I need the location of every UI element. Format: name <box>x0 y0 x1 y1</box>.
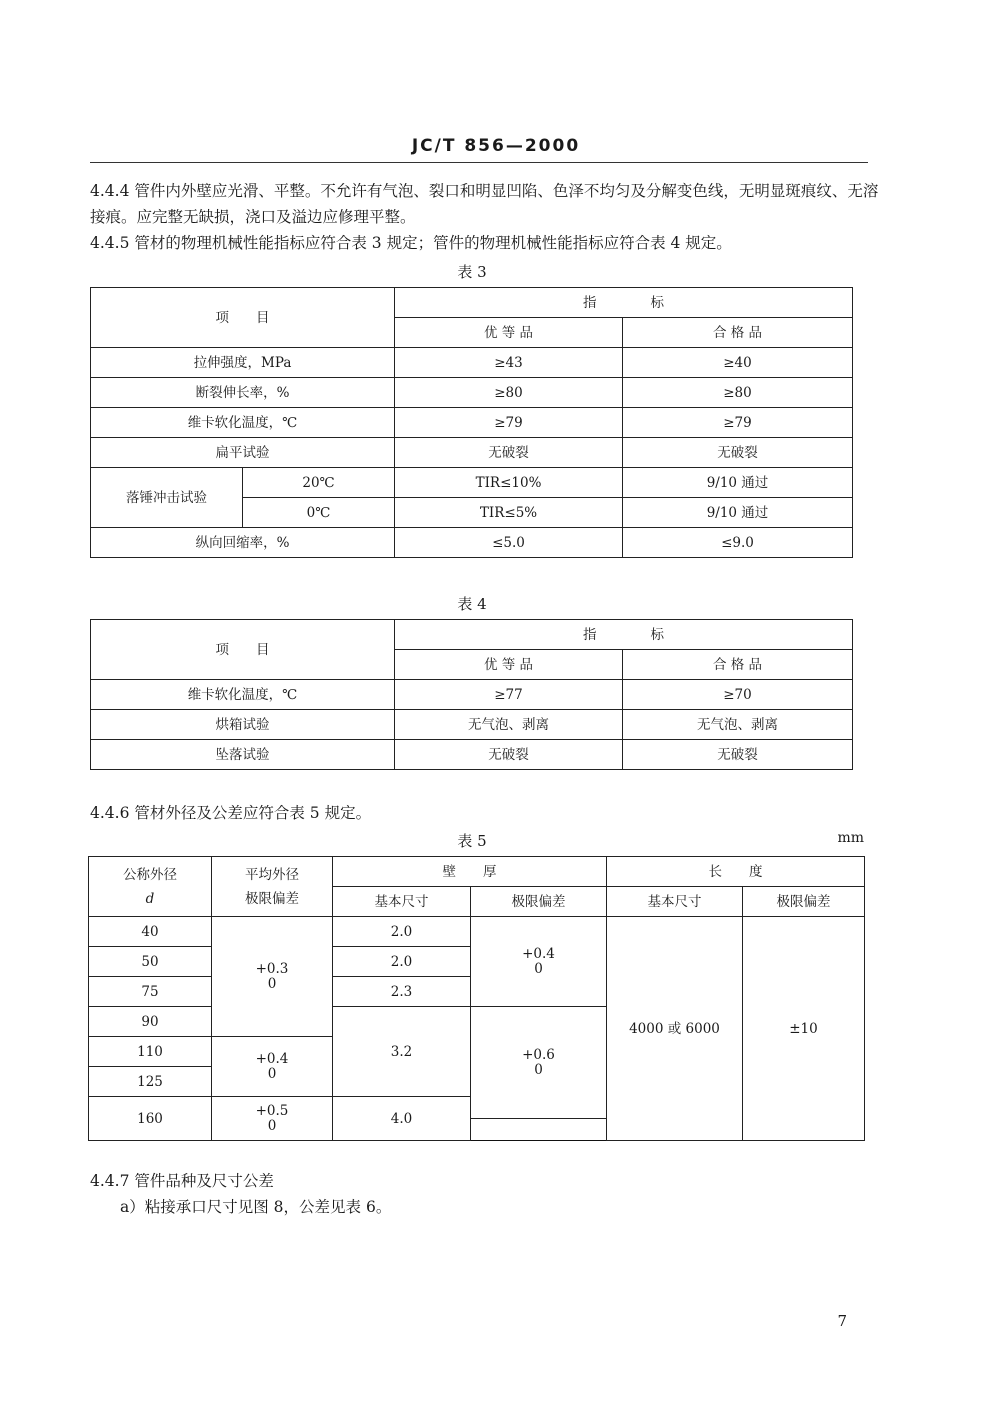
tol-lower: 0 <box>267 975 277 992</box>
t3-value: 9/10 通过 <box>623 498 853 528</box>
tol-lower: 0 <box>534 960 543 977</box>
t3-item: 扁平试验 <box>91 438 395 468</box>
t5-header-wall-basic: 基本尺寸 <box>333 887 471 917</box>
table4-caption: 表 4 <box>457 595 487 613</box>
tol-upper: +0.3 <box>255 960 289 977</box>
header-rule <box>90 162 868 163</box>
tol-lower: 0 <box>267 1117 277 1134</box>
t5-mean-tol <box>212 917 333 1037</box>
t5-length-basic: 4000 或 6000 <box>607 917 743 1141</box>
t5-diameter: 75 <box>89 977 212 1007</box>
page-number: 7 <box>837 1312 847 1330</box>
t4-value: ≥77 <box>395 680 623 710</box>
t3-value: ≥80 <box>395 378 623 408</box>
t4-header-grade1: 优 等 品 <box>395 650 623 680</box>
t4-value: 无破裂 <box>623 740 853 770</box>
t5-diameter: 50 <box>89 947 212 977</box>
table5-caption: 表 5 <box>457 832 487 850</box>
t3-value: ≥80 <box>623 378 853 408</box>
tol-upper: +0.4 <box>522 945 555 962</box>
tol-upper: +0.4 <box>255 1050 289 1067</box>
table-row <box>91 408 853 438</box>
t4-value: 无破裂 <box>395 740 623 770</box>
t5-header-mean-label2: 极限偏差 <box>245 890 299 907</box>
tol-lower: 0 <box>534 1061 543 1078</box>
t3-impact-sub: 20℃ <box>243 468 395 498</box>
table-row <box>91 528 853 558</box>
tol-lower: 0 <box>267 1065 277 1082</box>
table3-caption: 表 3 <box>457 263 487 281</box>
t5-wall-basic: 2.3 <box>333 977 471 1007</box>
table-4 <box>90 619 853 770</box>
t3-impact-item: 落锤冲击试验 <box>91 468 243 528</box>
t4-item: 坠落试验 <box>91 740 395 770</box>
t4-value: 无气泡、剥离 <box>395 710 623 740</box>
t3-item: 断裂伸长率，% <box>91 378 395 408</box>
t5-wall-basic: 2.0 <box>333 917 471 947</box>
t3-value: 无破裂 <box>395 438 623 468</box>
table-row <box>91 740 853 770</box>
table-5 <box>88 856 865 1141</box>
t3-value: 无破裂 <box>623 438 853 468</box>
t3-item: 维卡软化温度，℃ <box>91 408 395 438</box>
t5-wall-basic: 4.0 <box>333 1097 471 1141</box>
table-row <box>91 680 853 710</box>
clause-4-4-5: 4.4.5 管材的物理机械性能指标应符合表 3 规定；管件的物理机械性能指标应符合表 4 规定。 <box>90 234 732 252</box>
clause-4-4-4: 4.4.4 管件内外壁应光滑、平整。不允许有气泡、裂口和明显凹陷、色泽不均匀及分解变色线，无明显斑痕纹、无溶接痕。应完整无缺损，浇口及溢边应修理平整。 <box>90 182 879 226</box>
t4-item: 维卡软化温度，℃ <box>91 680 395 710</box>
t3-value: ≥79 <box>395 408 623 438</box>
t3-value: TIR≤5% <box>395 498 623 528</box>
t3-value: ≥43 <box>395 348 623 378</box>
t3-value: ≥79 <box>623 408 853 438</box>
t3-impact-sub: 0℃ <box>243 498 395 528</box>
t5-header-nominal-label: 公称外径 <box>123 866 177 883</box>
clause-4-4-7: 4.4.7 管件品种及尺寸公差 <box>90 1172 274 1190</box>
t5-length-tol: ±10 <box>743 917 865 1141</box>
t5-header-nominal-symbol: d <box>145 890 155 907</box>
table-row <box>91 348 853 378</box>
table5-unit: mm <box>837 830 864 846</box>
t5-header-length: 长 度 <box>607 857 865 887</box>
table-row <box>91 710 853 740</box>
clause-4-4-7-a: a）粘接承口尺寸见图 8，公差见表 6。 <box>120 1198 392 1216</box>
t3-header-grade1: 优 等 品 <box>395 318 623 348</box>
t5-mean-tol <box>212 1097 333 1141</box>
t5-wall-basic: 2.0 <box>333 947 471 977</box>
t5-header-mean <box>212 857 333 917</box>
table-row <box>91 468 853 498</box>
t5-mean-tol <box>212 1037 333 1097</box>
clause-4-4-6: 4.4.6 管材外径及公差应符合表 5 规定。 <box>90 804 372 822</box>
t5-wall-basic: 3.2 <box>333 1007 471 1097</box>
t4-header-index: 指 标 <box>395 620 853 650</box>
t4-header-item: 项 目 <box>91 620 395 680</box>
t4-value: 无气泡、剥离 <box>623 710 853 740</box>
table-row <box>89 917 865 947</box>
t5-diameter: 160 <box>89 1097 212 1141</box>
t3-value: ≤9.0 <box>623 528 853 558</box>
table-3 <box>90 287 853 558</box>
table-row <box>91 438 853 468</box>
t4-header-grade2: 合 格 品 <box>623 650 853 680</box>
t4-value: ≥70 <box>623 680 853 710</box>
tol-upper: +0.5 <box>255 1102 289 1119</box>
t5-header-wall-limit: 极限偏差 <box>471 887 607 917</box>
t5-header-mean-label: 平均外径 <box>245 866 299 883</box>
t3-item: 拉伸强度，MPa <box>91 348 395 378</box>
t5-header-length-basic: 基本尺寸 <box>607 887 743 917</box>
t5-header-length-limit: 极限偏差 <box>743 887 865 917</box>
t5-header-nominal <box>89 857 212 917</box>
t3-header-grade2: 合 格 品 <box>623 318 853 348</box>
t3-value: TIR≤10% <box>395 468 623 498</box>
t5-diameter: 110 <box>89 1037 212 1067</box>
table-row <box>91 378 853 408</box>
tol-upper: +0.6 <box>522 1046 555 1063</box>
page-header-standard: JC/T 856—2000 <box>411 136 581 156</box>
t3-header-index: 指 标 <box>395 288 853 318</box>
t5-header-wall: 壁 厚 <box>333 857 607 887</box>
t5-wall-tol <box>471 917 607 1007</box>
t3-value: ≤5.0 <box>395 528 623 558</box>
t4-item: 烘箱试验 <box>91 710 395 740</box>
t5-diameter: 125 <box>89 1067 212 1097</box>
t3-header-item: 项 目 <box>91 288 395 348</box>
t3-value: ≥40 <box>623 348 853 378</box>
t3-item: 纵向回缩率，% <box>91 528 395 558</box>
t3-value: 9/10 通过 <box>623 468 853 498</box>
t5-wall-tol <box>471 1007 607 1119</box>
t5-diameter: 90 <box>89 1007 212 1037</box>
t5-diameter: 40 <box>89 917 212 947</box>
